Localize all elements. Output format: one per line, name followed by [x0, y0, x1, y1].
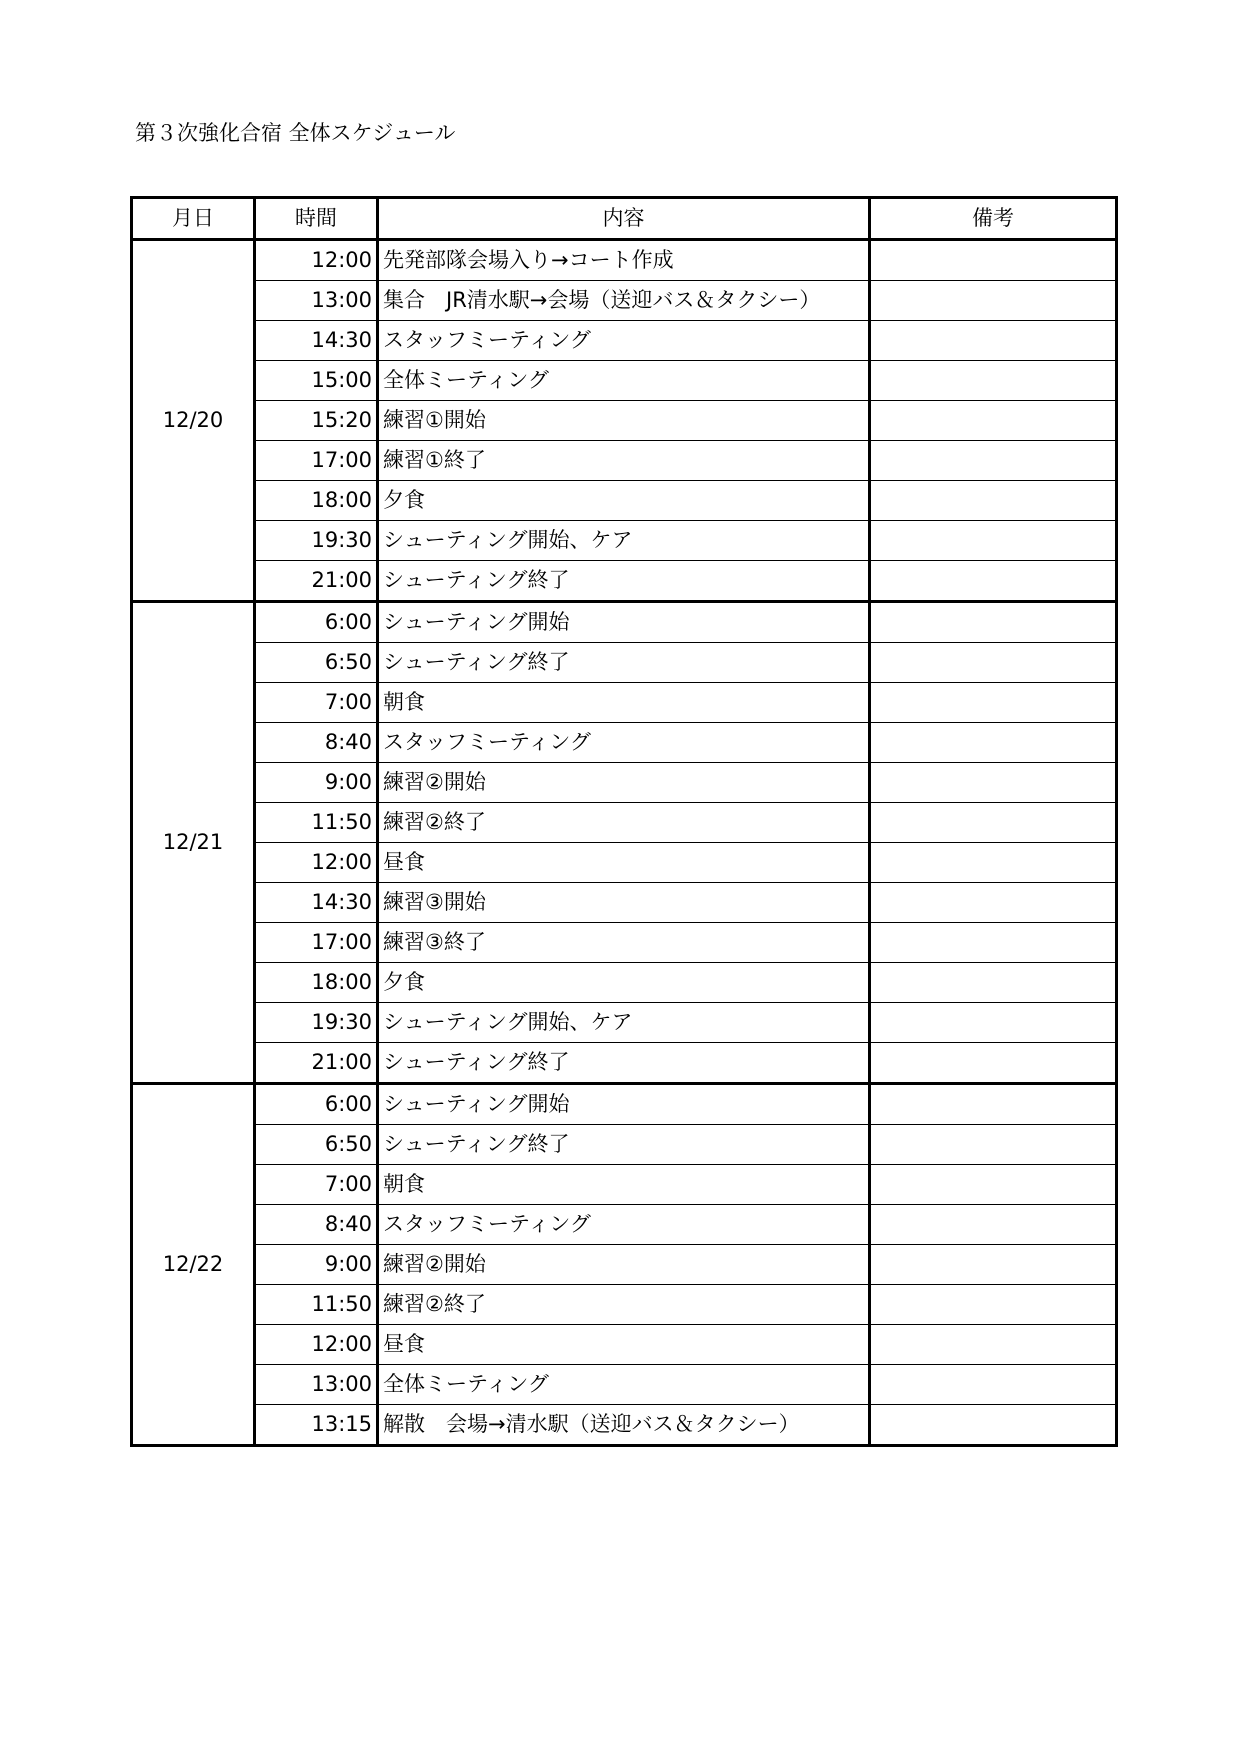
time-cell: 14:30	[255, 321, 378, 361]
note-cell	[870, 923, 1117, 963]
time-cell: 8:40	[255, 1205, 378, 1245]
content-cell: 練習③終了	[378, 923, 870, 963]
note-cell	[870, 1285, 1117, 1325]
table-row	[132, 923, 1117, 963]
time-cell: 13:00	[255, 1365, 378, 1405]
note-cell	[870, 401, 1117, 441]
time-cell: 7:00	[255, 683, 378, 723]
table-row	[132, 401, 1117, 441]
note-cell	[870, 1365, 1117, 1405]
table-row	[132, 1125, 1117, 1165]
table-row	[132, 1205, 1117, 1245]
time-cell: 18:00	[255, 963, 378, 1003]
time-cell: 9:00	[255, 763, 378, 803]
content-cell: 練習②終了	[378, 803, 870, 843]
content-cell: 朝食	[378, 683, 870, 723]
note-cell	[870, 361, 1117, 401]
table-row	[132, 1003, 1117, 1043]
note-cell	[870, 1245, 1117, 1285]
table-row	[132, 803, 1117, 843]
time-cell: 6:00	[255, 1084, 378, 1125]
table-row	[132, 1043, 1117, 1084]
table-row	[132, 602, 1117, 643]
table-row	[132, 321, 1117, 361]
time-cell: 21:00	[255, 1043, 378, 1084]
content-cell: スタッフミーティング	[378, 723, 870, 763]
time-cell: 12:00	[255, 843, 378, 883]
table-row	[132, 963, 1117, 1003]
note-cell	[870, 602, 1117, 643]
note-cell	[870, 763, 1117, 803]
content-cell: 夕食	[378, 963, 870, 1003]
note-cell	[870, 281, 1117, 321]
content-cell: 練習②終了	[378, 1285, 870, 1325]
note-cell	[870, 321, 1117, 361]
time-cell: 19:30	[255, 1003, 378, 1043]
note-cell	[870, 803, 1117, 843]
content-cell: スタッフミーティング	[378, 321, 870, 361]
content-cell: スタッフミーティング	[378, 1205, 870, 1245]
time-cell: 8:40	[255, 723, 378, 763]
content-cell: シューティング開始、ケア	[378, 1003, 870, 1043]
content-cell: 練習②開始	[378, 763, 870, 803]
note-cell	[870, 1205, 1117, 1245]
header-note: 備考	[870, 198, 1117, 240]
time-cell: 19:30	[255, 521, 378, 561]
table-row	[132, 1405, 1117, 1446]
content-cell: シューティング終了	[378, 643, 870, 683]
time-cell: 17:00	[255, 441, 378, 481]
content-cell: 全体ミーティング	[378, 361, 870, 401]
note-cell	[870, 723, 1117, 763]
content-cell: シューティング終了	[378, 1043, 870, 1084]
content-cell: 練習①終了	[378, 441, 870, 481]
content-cell: 解散 会場→清水駅（送迎バス＆タクシー）	[378, 1405, 870, 1446]
note-cell	[870, 1003, 1117, 1043]
note-cell	[870, 963, 1117, 1003]
time-cell: 6:50	[255, 1125, 378, 1165]
table-row	[132, 883, 1117, 923]
note-cell	[870, 683, 1117, 723]
content-cell: 練習③開始	[378, 883, 870, 923]
content-cell: 夕食	[378, 481, 870, 521]
time-cell: 14:30	[255, 883, 378, 923]
note-cell	[870, 1084, 1117, 1125]
date-cell: 12/22	[132, 1084, 255, 1446]
schedule-table	[130, 196, 1118, 1447]
time-cell: 11:50	[255, 1285, 378, 1325]
note-cell	[870, 1125, 1117, 1165]
table-row	[132, 843, 1117, 883]
note-cell	[870, 1325, 1117, 1365]
content-cell: 朝食	[378, 1165, 870, 1205]
header-date: 月日	[132, 198, 255, 240]
content-cell: 練習①開始	[378, 401, 870, 441]
table-row	[132, 643, 1117, 683]
table-row	[132, 1285, 1117, 1325]
time-cell: 11:50	[255, 803, 378, 843]
time-cell: 15:20	[255, 401, 378, 441]
date-cell: 12/21	[132, 602, 255, 1084]
note-cell	[870, 883, 1117, 923]
time-cell: 13:00	[255, 281, 378, 321]
table-row	[132, 1325, 1117, 1365]
content-cell: シューティング終了	[378, 1125, 870, 1165]
table-row	[132, 723, 1117, 763]
time-cell: 12:00	[255, 1325, 378, 1365]
note-cell	[870, 561, 1117, 602]
content-cell: シューティング開始	[378, 1084, 870, 1125]
content-cell: シューティング開始	[378, 602, 870, 643]
time-cell: 9:00	[255, 1245, 378, 1285]
date-cell: 12/20	[132, 240, 255, 602]
note-cell	[870, 1043, 1117, 1084]
time-cell: 15:00	[255, 361, 378, 401]
table-row	[132, 561, 1117, 602]
note-cell	[870, 240, 1117, 281]
table-row	[132, 1245, 1117, 1285]
note-cell	[870, 1165, 1117, 1205]
time-cell: 6:50	[255, 643, 378, 683]
table-row	[132, 281, 1117, 321]
document-title: 第３次強化合宿 全体スケジュール	[135, 121, 456, 145]
table-row	[132, 1165, 1117, 1205]
time-cell: 17:00	[255, 923, 378, 963]
table-row	[132, 521, 1117, 561]
table-row	[132, 1365, 1117, 1405]
schedule-body	[132, 240, 1117, 1446]
content-cell: 昼食	[378, 843, 870, 883]
header-time: 時間	[255, 198, 378, 240]
note-cell	[870, 643, 1117, 683]
note-cell	[870, 1405, 1117, 1446]
table-row	[132, 240, 1117, 281]
time-cell: 12:00	[255, 240, 378, 281]
table-row	[132, 441, 1117, 481]
content-cell: 練習②開始	[378, 1245, 870, 1285]
note-cell	[870, 481, 1117, 521]
content-cell: 全体ミーティング	[378, 1365, 870, 1405]
table-row	[132, 763, 1117, 803]
content-cell: 集合 JR清水駅→会場（送迎バス＆タクシー）	[378, 281, 870, 321]
note-cell	[870, 521, 1117, 561]
time-cell: 7:00	[255, 1165, 378, 1205]
time-cell: 18:00	[255, 481, 378, 521]
content-cell: 昼食	[378, 1325, 870, 1365]
time-cell: 6:00	[255, 602, 378, 643]
table-row	[132, 1084, 1117, 1125]
table-row	[132, 361, 1117, 401]
header-row	[132, 198, 1117, 240]
note-cell	[870, 843, 1117, 883]
content-cell: シューティング終了	[378, 561, 870, 602]
time-cell: 13:15	[255, 1405, 378, 1446]
note-cell	[870, 441, 1117, 481]
content-cell: シューティング開始、ケア	[378, 521, 870, 561]
table-row	[132, 683, 1117, 723]
table-row	[132, 481, 1117, 521]
time-cell: 21:00	[255, 561, 378, 602]
content-cell: 先発部隊会場入り→コート作成	[378, 240, 870, 281]
header-content: 内容	[378, 198, 870, 240]
